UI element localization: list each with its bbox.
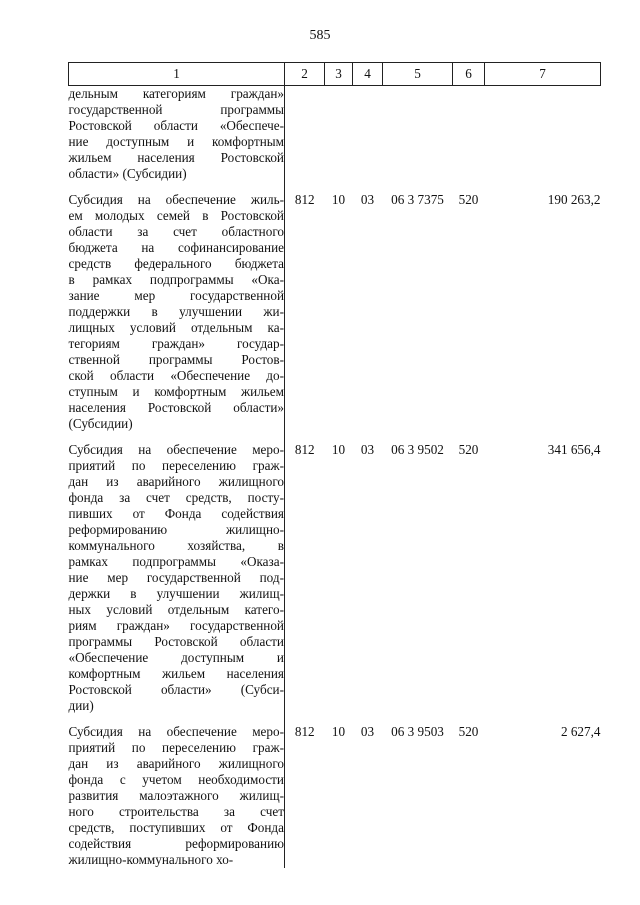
spacer-cell [285, 714, 325, 724]
description-line: держки в улучшении жилищ- [68, 586, 284, 601]
spacer-cell [325, 714, 353, 724]
column-header-5: 5 [383, 63, 453, 86]
description-line: Субсидия на обеспечение меро- [68, 724, 284, 739]
spacer-cell [325, 182, 353, 192]
column-header-7: 7 [485, 63, 601, 86]
spacer-cell [325, 432, 353, 442]
spacer-cell [485, 714, 601, 724]
row-spacer [69, 182, 601, 192]
description-line: Субсидия на обеспечение жиль- [68, 192, 284, 207]
spacer-cell [353, 182, 383, 192]
description-line: дельным категориям граждан» [68, 86, 284, 101]
description-line: (Субсидии) [68, 416, 133, 431]
spacer-cell [453, 432, 485, 442]
spacer-cell [453, 714, 485, 724]
section-cell: 10 [331, 442, 346, 457]
table-row [69, 724, 601, 868]
description-cell [69, 86, 285, 183]
target-article-cell: 06 3 7375 [391, 192, 444, 207]
amount-cell: 2 627,4 [560, 724, 601, 739]
spacer-cell [383, 182, 453, 192]
description-line: «Обеспечение доступным и [68, 650, 284, 665]
description-cell [69, 724, 285, 868]
spacer-cell [69, 714, 285, 724]
spacer-cell [285, 182, 325, 192]
description-line: государственной программы [68, 102, 284, 117]
section-cell: 10 [331, 724, 346, 739]
description-line: области за счет областного [68, 224, 284, 239]
description-line: Ростовской области «Обеспече- [68, 118, 284, 133]
description-line: тегориям граждан» государ- [68, 336, 284, 351]
description-cell [69, 192, 285, 432]
column-number-header [69, 63, 601, 86]
description-line: приятий по переселению граж- [68, 740, 284, 755]
row-spacer [69, 432, 601, 442]
spacer-cell [453, 182, 485, 192]
description-line: рамках подпрограммы «Оказа- [68, 554, 284, 569]
page-number: 585 [309, 28, 331, 43]
description-line: жилищно-коммунального хо- [68, 852, 234, 867]
description-line: дии) [68, 698, 94, 713]
table-row [69, 442, 601, 714]
description-line: средств федерального бюджета [68, 256, 284, 271]
expense-type-cell [453, 86, 485, 183]
description-line: ской области «Обеспечение до- [68, 368, 284, 383]
target-article-cell [383, 86, 453, 183]
description-line: риям граждан» государственной [68, 618, 284, 633]
subsection-cell [353, 86, 383, 183]
target-article-cell: 06 3 9503 [391, 724, 444, 739]
description-line: лищных условий отдельным ка- [68, 320, 284, 335]
subsection-cell: 03 [360, 192, 375, 207]
ministry-code-cell: 812 [294, 192, 315, 207]
amount-cell: 341 656,4 [547, 442, 601, 457]
description-line: фонда с учетом необходимости [68, 772, 284, 787]
description-line: ступным и комфортным жильем [68, 384, 284, 399]
description-line: дан из аварийного жилищного [68, 474, 284, 489]
section-cell [325, 86, 353, 183]
budget-table [68, 62, 601, 868]
spacer-cell [353, 432, 383, 442]
description-line: приятий по переселению граж- [68, 458, 284, 473]
description-line: ние доступным и комфортным [68, 134, 284, 149]
description-cell [69, 442, 285, 714]
expense-type-cell: 520 [458, 192, 479, 207]
column-header-1: 1 [69, 63, 285, 86]
ministry-code-cell: 812 [294, 442, 315, 457]
row-spacer [69, 714, 601, 724]
spacer-cell [285, 432, 325, 442]
spacer-cell [485, 182, 601, 192]
spacer-cell [485, 432, 601, 442]
description-line: фонда за счет средств, посту- [68, 490, 284, 505]
description-line: жильем населения Ростовской [68, 150, 284, 165]
column-header-2: 2 [285, 63, 325, 86]
description-line: пивших от Фонда содействия [68, 506, 284, 521]
description-line: Субсидия на обеспечение меро- [68, 442, 284, 457]
description-line: коммунального хозяйства, в [68, 538, 284, 553]
description-line: ем молодых семей в Ростовской [68, 208, 284, 223]
description-line: населения Ростовской области» [68, 400, 284, 415]
section-cell: 10 [331, 192, 346, 207]
description-line: развития малоэтажного жилищ- [68, 788, 284, 803]
description-line: средств, поступивших от Фонда [68, 820, 284, 835]
description-line: реформированию жилищно- [68, 522, 284, 537]
spacer-cell [353, 714, 383, 724]
target-article-cell: 06 3 9502 [391, 442, 444, 457]
description-line: зание мер государственной [68, 288, 284, 303]
description-line: ного строительства за счет [68, 804, 284, 819]
description-line: программы Ростовской области [68, 634, 284, 649]
description-line: поддержки в улучшении жи- [68, 304, 284, 319]
ministry-code-cell: 812 [294, 724, 315, 739]
subsection-cell: 03 [360, 724, 375, 739]
spacer-cell [383, 432, 453, 442]
column-header-4: 4 [353, 63, 383, 86]
description-line: комфортным жильем населения [68, 666, 284, 681]
column-header-3: 3 [325, 63, 353, 86]
spacer-cell [69, 182, 285, 192]
spacer-cell [383, 714, 453, 724]
description-line: Ростовской области» (Субси- [68, 682, 284, 697]
table-row [69, 86, 601, 183]
expense-type-cell: 520 [458, 442, 479, 457]
description-line: дан из аварийного жилищного [68, 756, 284, 771]
description-line: области» (Субсидии) [68, 166, 187, 181]
table-row [69, 192, 601, 432]
expense-type-cell: 520 [458, 724, 479, 739]
description-line: ние мер государственной под- [68, 570, 284, 585]
ministry-code-cell [285, 86, 325, 183]
column-header-6: 6 [453, 63, 485, 86]
subsection-cell: 03 [360, 442, 375, 457]
description-line: содействия реформированию [68, 836, 284, 851]
amount-cell [485, 86, 601, 183]
description-line: ственной программы Ростов- [68, 352, 284, 367]
spacer-cell [69, 432, 285, 442]
description-line: ных условий отдельным катего- [68, 602, 284, 617]
description-line: в рамках подпрограммы «Ока- [68, 272, 284, 287]
description-line: бюджета на софинансирование [68, 240, 284, 255]
amount-cell: 190 263,2 [547, 192, 601, 207]
